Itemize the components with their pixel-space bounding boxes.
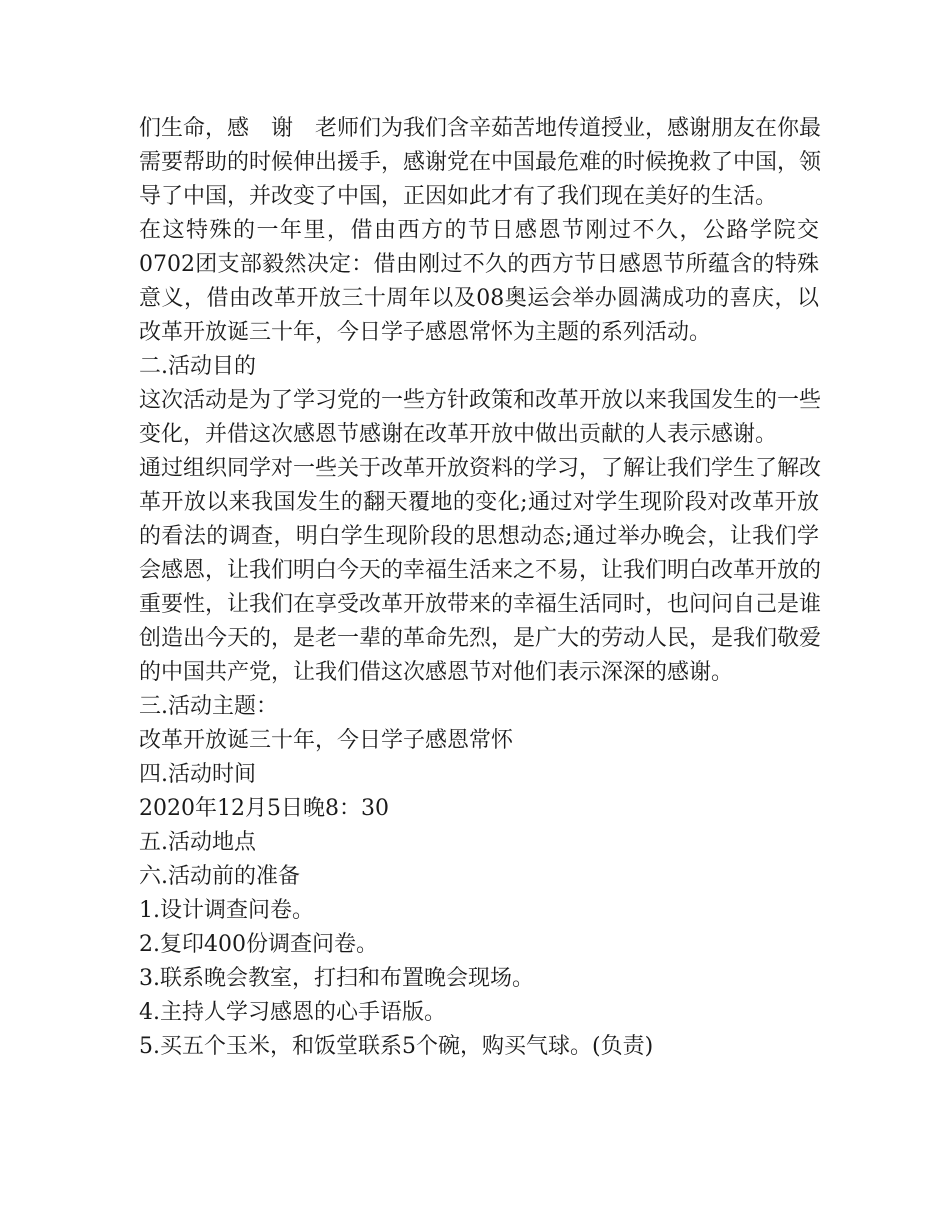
text-line: 需要帮助的时候伸出援手，感谢党在中国最危难的时候挽救了中国，领: [139, 150, 822, 175]
text-line: 改革开放诞三十年，今日学子感恩常怀为主题的系列活动。: [139, 320, 712, 345]
text-line: 2.复印400份调查问卷。: [139, 932, 378, 957]
text-line: 五.活动地点: [139, 830, 256, 855]
text-line: 这次活动是为了学习党的一些方针政策和改革开放以来我国发生的一些: [139, 388, 822, 413]
text-line: 六.活动前的准备: [139, 864, 300, 889]
text-line: 二.活动目的: [139, 354, 256, 379]
text-line: 5.买五个玉米，和饭堂联系5个碗，购买气球。(负责): [139, 1034, 654, 1059]
text-line: 三.活动主题：: [139, 694, 278, 719]
text-line: 四.活动时间: [139, 762, 256, 787]
text-line: 重要性，让我们在享受改革开放带来的幸福生活同时，也问问自己是谁: [139, 592, 822, 617]
text-line: 1.设计调查问卷。: [139, 898, 314, 923]
text-line: 会感恩，让我们明白今天的幸福生活来之不易，让我们明白改革开放的: [139, 558, 822, 583]
document-page: [139, 112, 822, 1064]
text-line: 的看法的调查，明白学生现阶段的思想动态;通过举办晚会，让我们学: [139, 524, 819, 549]
text-line: 4.主持人学习感恩的心手语版。: [139, 1000, 446, 1025]
text-line: 通过组织同学对一些关于改革开放资料的学习，了解让我们学生了解改: [139, 456, 822, 481]
text-line: 在这特殊的一年里，借由西方的节日感恩节刚过不久，公路学院交: [139, 218, 819, 243]
text-line: 革开放以来我国发生的翻天覆地的变化;通过对学生现阶段对改革开放: [139, 490, 819, 515]
text-line: 改革开放诞三十年，今日学子感恩常怀: [139, 728, 514, 753]
text-line: 2020年12月5日晚8：30: [139, 796, 389, 821]
text-line: 变化，并借这次感恩节感谢在改革开放中做出贡献的人表示感谢。: [139, 422, 778, 447]
text-line: 们生命，感 谢 老师们为我们含辛茹苦地传道授业，感谢朋友在你最: [139, 116, 822, 141]
text-line: 0702团支部毅然决定：借由刚过不久的西方节日感恩节所蕴含的特殊: [139, 252, 819, 277]
text-line: 导了中国，并改变了中国，正因如此才有了我们现在美好的生活。: [139, 184, 778, 209]
text-line: 的中国共产党，让我们借这次感恩节对他们表示深深的感谢。: [139, 660, 734, 685]
text-line: 创造出今天的，是老一辈的革命先烈，是广大的劳动人民，是我们敬爱: [139, 626, 822, 651]
text-line: 3.联系晚会教室，打扫和布置晚会现场。: [139, 966, 534, 991]
text-line: 意义，借由改革开放三十周年以及08奥运会举办圆满成功的喜庆，以: [139, 286, 819, 311]
